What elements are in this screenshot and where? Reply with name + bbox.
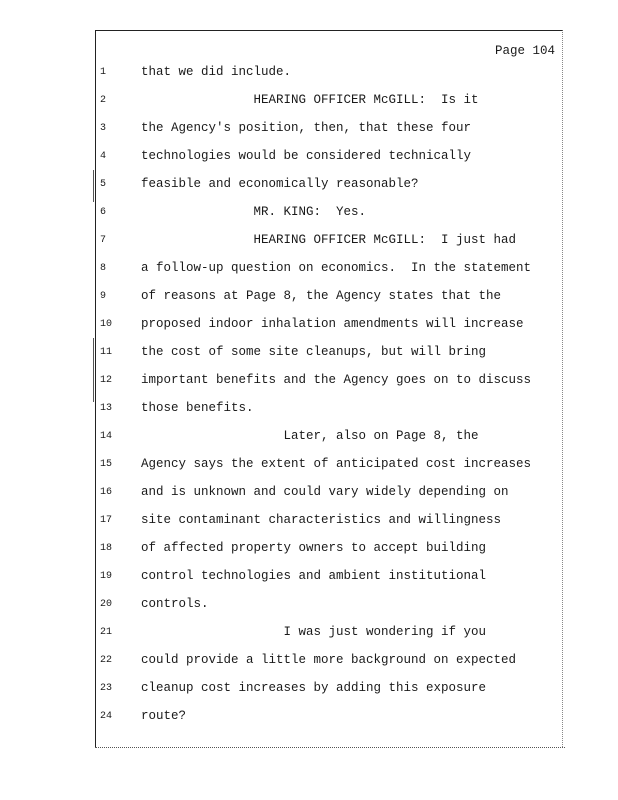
transcript-line: Agency says the extent of anticipated cost increases [141,457,532,471]
line-number: 11 [100,347,113,358]
transcript-line: Later, also on Page 8, the [141,429,479,443]
transcript-line: those benefits. [141,401,254,415]
revision-bar [93,338,94,402]
line-number: 5 [100,179,107,190]
transcript-line: feasible and economically reasonable? [141,177,419,191]
line-number: 4 [100,151,107,162]
line-number: 16 [100,487,113,498]
line-number: 12 [100,375,113,386]
transcript-line: I was just wondering if you [141,625,487,639]
transcript-line: and is unknown and could vary widely depending on [141,485,509,499]
line-number: 22 [100,655,113,666]
line-number: 18 [100,543,113,554]
line-number: 2 [100,95,107,106]
line-number: 1 [100,67,107,78]
transcript-line: HEARING OFFICER McGILL: I just had [141,233,517,247]
transcript-line: of reasons at Page 8, the Agency states that the [141,289,502,303]
line-number: 3 [100,123,107,134]
line-number: 9 [100,291,107,302]
transcript-line: HEARING OFFICER McGILL: Is it [141,93,479,107]
line-number: 14 [100,431,113,442]
line-number: 20 [100,599,113,610]
transcript-line: could provide a little more background on expected [141,653,517,667]
line-number: 10 [100,319,113,330]
line-number: 8 [100,263,107,274]
revision-bar [93,170,94,202]
line-number: 24 [100,711,113,722]
transcript-line: route? [141,709,187,723]
transcript-line: site contaminant characteristics and willingness [141,513,502,527]
line-number: 6 [100,207,107,218]
transcript-page-frame [95,30,563,747]
footer-rule [95,747,565,748]
transcript-line: technologies would be considered technically [141,149,472,163]
transcript-line: cleanup cost increases by adding this exposure [141,681,487,695]
line-number: 21 [100,627,113,638]
transcript-line: control technologies and ambient institutional [141,569,487,583]
transcript-line: MR. KING: Yes. [141,205,367,219]
line-number: 13 [100,403,113,414]
line-number: 17 [100,515,113,526]
line-number: 19 [100,571,113,582]
page-number: Page 104 [495,44,556,58]
transcript-line: the Agency's position, then, that these four [141,121,472,135]
line-number: 23 [100,683,113,694]
line-number: 7 [100,235,107,246]
transcript-line: that we did include. [141,65,292,79]
transcript-line: the cost of some site cleanups, but will bring [141,345,487,359]
transcript-line: proposed indoor inhalation amendments will increase [141,317,524,331]
transcript-line: controls. [141,597,209,611]
transcript-line: of affected property owners to accept building [141,541,487,555]
transcript-line: a follow-up question on economics. In the statement [141,261,532,275]
line-number: 15 [100,459,113,470]
transcript-line: important benefits and the Agency goes on to discuss [141,373,532,387]
